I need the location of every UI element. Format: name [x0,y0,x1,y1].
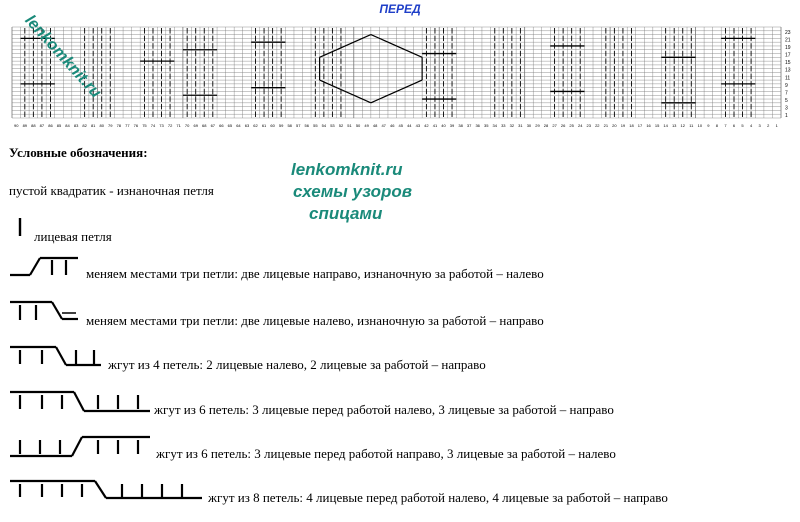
column-number-label: 69 [193,123,198,128]
legend-text-cross-3-right: меняем местами три петли: две лицевые направо, изнаночную за работой – налево [86,266,544,281]
column-number-label: 54 [321,123,327,128]
column-number-label: 41 [432,123,438,128]
column-number-label: 49 [364,123,369,128]
column-number-label: 1 [775,123,778,128]
column-number-label: 23 [586,123,591,128]
row-number-label: 7 [785,90,788,97]
column-number-label: 27 [552,123,557,128]
column-number-label: 65 [227,123,233,128]
column-number-label: 30 [526,123,532,128]
column-number-label: 21 [603,123,609,128]
column-number-label: 52 [338,123,344,128]
column-number-label: 78 [116,123,122,128]
column-number-label: 45 [398,123,403,128]
legend-heading: Условные обозначения: [9,145,148,160]
legend-text-cable-6-left: жгут из 6 петель: 3 лицевые перед работой налево, 3 лицевые за работой – направо [154,402,614,417]
cross-3-left-symbol [10,302,78,320]
row-number-label: 21 [785,37,791,44]
column-number-label: 48 [372,123,378,128]
column-number-label: 19 [620,123,626,128]
column-number-label: 40 [441,123,446,128]
column-number-label: 80 [99,123,104,128]
row-number-label: 13 [785,67,791,74]
column-number-label: 66 [219,123,224,128]
column-number-label: 12 [680,123,685,128]
column-number-label: 39 [449,123,455,128]
column-number-label: 73 [159,123,164,128]
column-number-label: 56 [304,123,310,128]
column-number-label: 42 [424,123,429,128]
cross-3-right-symbol [10,258,78,275]
legend-text-cross-3-left: меняем местами три петли: две лицевые налево, изнаночную за работой – направо [86,313,544,328]
column-number-label: 22 [595,123,600,128]
cable-8-symbol [10,481,202,498]
legend-text-knit: лицевая петля [34,229,112,244]
column-number-label: 34 [492,123,497,128]
column-number-label: 81 [90,123,96,128]
column-number-label: 62 [253,123,258,128]
column-number-label: 46 [390,123,395,128]
legend-text-purl: пустой квадратик - изнаночная петля [9,183,214,198]
column-number-label: 74 [150,123,156,128]
column-number-label: 13 [671,123,677,128]
column-number-label: 37 [466,123,472,128]
column-number-label: 58 [287,123,292,128]
column-number-label: 43 [415,123,421,128]
column-number-label: 17 [637,123,643,128]
column-number-label: 10 [697,123,703,128]
column-number-label: 77 [125,123,130,128]
column-number-label: 5 [741,123,744,128]
column-number-label: 32 [509,123,515,128]
column-number-label: 82 [82,123,87,128]
watermark-diagonal: lenkomknit.ru [21,12,105,102]
column-number-label: 83 [73,123,79,128]
column-number-label: 29 [535,123,540,128]
column-number-label: 61 [261,123,267,128]
row-number-label: 23 [785,29,791,36]
column-number-label: 3 [758,123,761,128]
column-number-label: 89 [22,123,28,128]
cable-4-symbol [10,347,101,365]
column-number-label: 71 [176,123,181,128]
column-number-label: 85 [56,123,62,128]
column-number-label: 75 [142,123,147,128]
row-number-label: 9 [785,82,788,89]
cable-6-right-symbol [10,437,150,456]
column-number-label: 16 [646,123,651,128]
column-number-label: 2 [767,123,770,128]
column-number-label: 20 [612,123,617,128]
column-number-label: 28 [543,123,549,128]
row-number-label: 15 [785,60,791,67]
column-number-label: 72 [167,123,173,128]
column-number-label: 50 [355,123,361,128]
column-number-label: 90 [14,123,19,128]
column-number-label: 26 [560,123,566,128]
column-number-label: 33 [501,123,506,128]
column-number-label: 6 [732,123,736,128]
column-number-label: 44 [407,123,412,128]
row-number-label: 19 [785,44,791,51]
column-number-label: 76 [133,123,139,128]
column-number-label: 47 [381,123,386,128]
column-number-label: 57 [296,123,301,128]
column-number-label: 87 [39,123,45,128]
column-number-label: 51 [347,123,352,128]
row-number-label: 5 [785,98,788,105]
column-number-label: 38 [458,123,463,128]
cable-6-left-symbol [10,392,150,411]
column-number-label: 4 [749,123,753,128]
column-number-label: 31 [518,123,523,128]
watermark-line-2: схемы узоров [293,182,413,201]
column-number-label: 14 [663,123,668,128]
column-number-label: 64 [236,123,241,128]
column-number-label: 18 [629,123,634,128]
column-number-label: 67 [210,123,216,128]
row-number-label: 11 [785,75,791,82]
column-number-label: 79 [108,123,113,128]
column-number-label: 88 [31,123,36,128]
column-number-label: 35 [483,123,489,128]
column-number-label: 59 [278,123,284,128]
watermark-line-1: lenkomknit.ru [291,160,403,179]
column-number-label: 25 [569,123,574,128]
column-number-label: 84 [65,123,70,128]
column-number-label: 9 [707,123,710,128]
legend-text-cable-4: жгут из 4 петель: 2 лицевые налево, 2 лицевые за работой – направо [108,357,486,372]
column-number-label: 36 [475,123,480,128]
chart-title: ПЕРЕД [379,2,421,16]
legend-text-cable-8: жгут из 8 петель: 4 лицевые перед работой налево, 4 лицевые за работой – направо [208,490,668,505]
column-number-label: 7 [724,123,727,128]
column-number-label: 24 [577,123,583,128]
column-number-label: 53 [330,123,335,128]
row-number-label: 3 [785,105,788,112]
column-number-label: 11 [689,123,694,128]
legend-text-cable-6-right: жгут из 6 петель: 3 лицевые перед работой направо, 3 лицевые за работой – налево [156,446,616,461]
column-number-label: 15 [654,123,660,128]
watermark-line-3: спицами [309,204,383,223]
row-number-label: 17 [785,52,791,59]
column-number-label: 70 [184,123,190,128]
column-number-label: 8 [715,123,719,128]
column-number-label: 86 [48,123,53,128]
column-number-label: 68 [202,123,207,128]
column-number-label: 63 [244,123,250,128]
column-number-label: 55 [313,123,318,128]
row-number-label: 1 [785,113,788,120]
column-number-label: 60 [270,123,275,128]
